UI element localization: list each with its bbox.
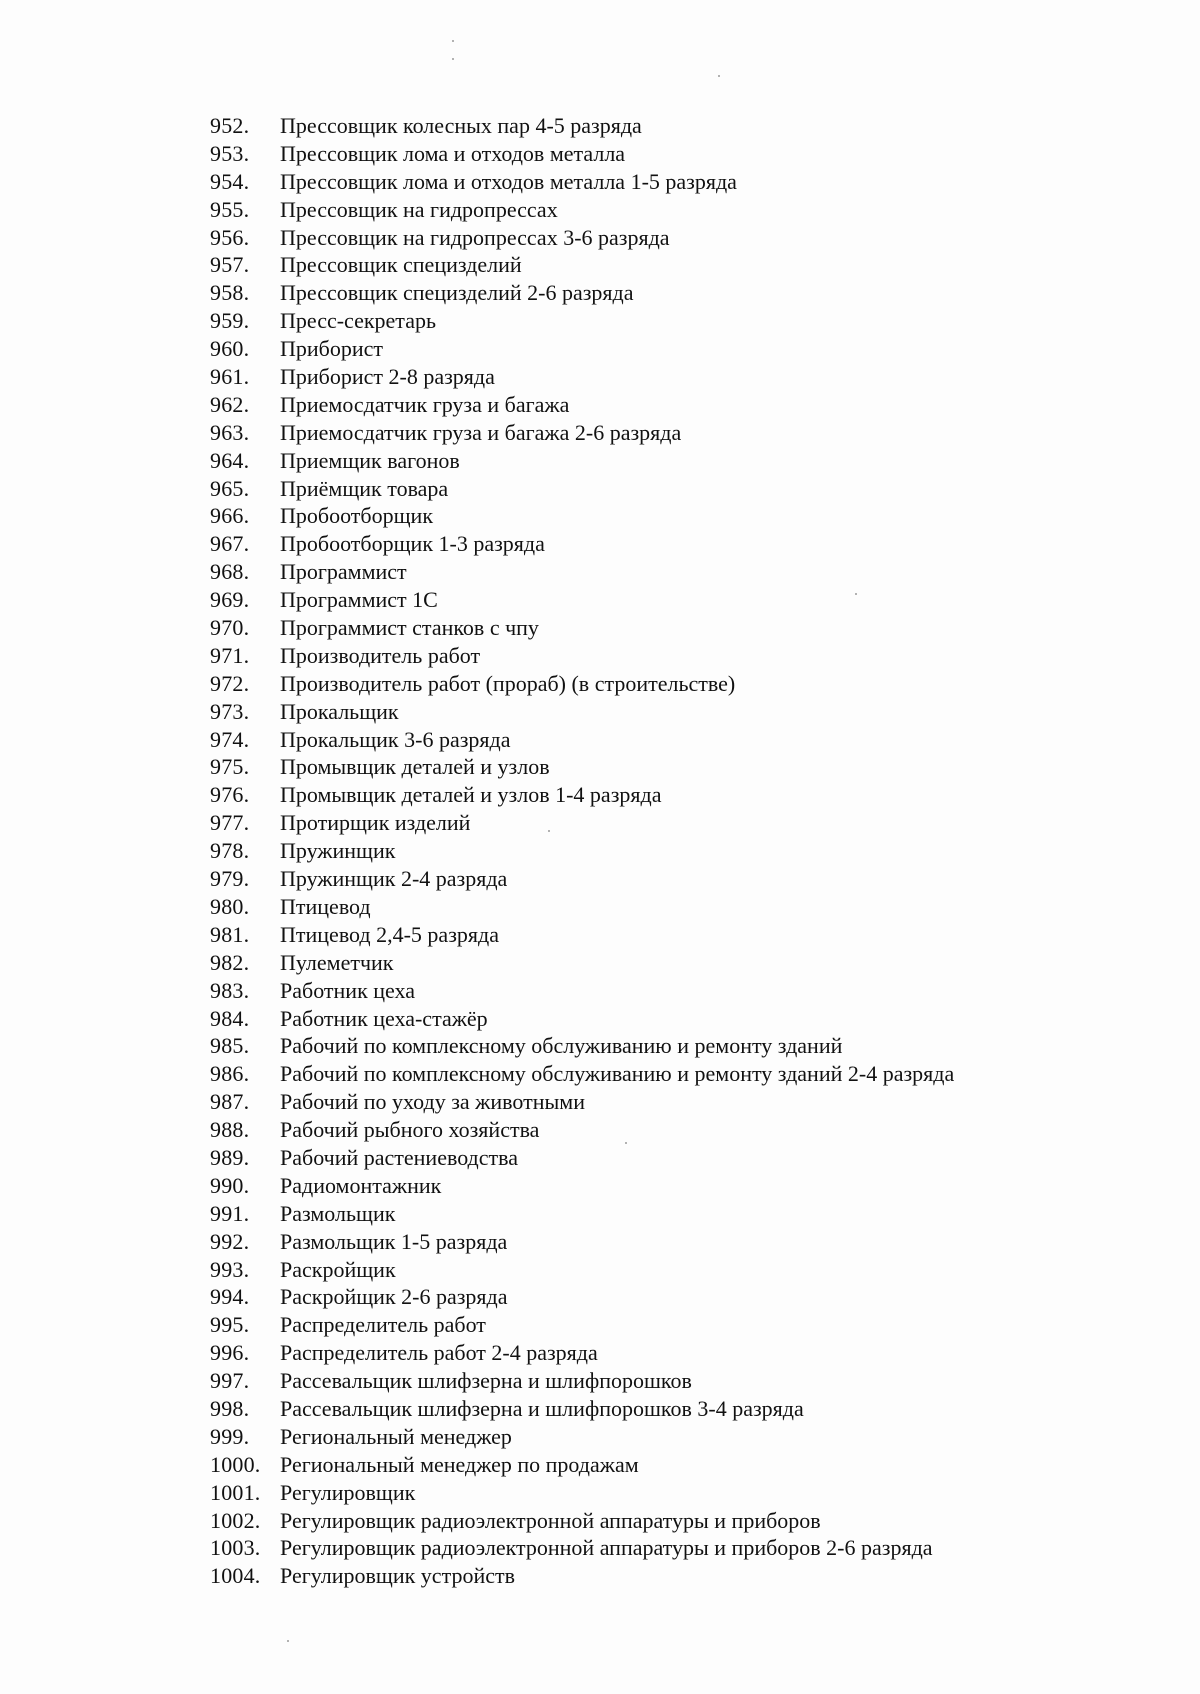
list-item xyxy=(210,1451,1170,1479)
scan-speck xyxy=(625,1142,627,1144)
item-title: Раскройщик 2-6 разряда xyxy=(280,1284,508,1310)
item-number: 962. xyxy=(210,391,250,417)
item-title: Приборист 2-8 разряда xyxy=(280,364,495,390)
item-number: 988. xyxy=(210,1117,250,1143)
item-number: 987. xyxy=(210,1089,250,1115)
item-title: Производитель работ xyxy=(280,642,481,668)
list-item xyxy=(210,753,1170,781)
item-number: 974. xyxy=(210,726,250,752)
scan-speck xyxy=(452,58,454,60)
list-item xyxy=(210,1534,1170,1562)
item-number: 986. xyxy=(210,1061,250,1087)
item-number: 980. xyxy=(210,893,250,919)
item-number: 996. xyxy=(210,1340,250,1366)
item-title: Регулировщик устройств xyxy=(280,1563,515,1589)
item-number: 963. xyxy=(210,419,250,445)
list-item xyxy=(210,1032,1170,1060)
list-item xyxy=(210,251,1170,279)
item-number: 979. xyxy=(210,866,250,892)
item-number: 997. xyxy=(210,1368,250,1394)
item-title: Птицевод xyxy=(280,893,371,919)
item-number: 967. xyxy=(210,531,250,557)
scan-speck xyxy=(548,830,550,832)
list-item xyxy=(210,279,1170,307)
item-number: 952. xyxy=(210,113,250,138)
item-number: 991. xyxy=(210,1200,250,1226)
item-title: Пружинщик xyxy=(280,838,396,864)
list-item xyxy=(210,1507,1170,1535)
item-title: Прессовщик на гидропрессах 3-6 разряда xyxy=(280,224,670,250)
item-number: 981. xyxy=(210,921,250,947)
item-title: Прокальщик xyxy=(280,698,399,724)
item-title: Размольщик xyxy=(280,1200,396,1226)
item-number: 982. xyxy=(210,949,250,975)
item-title: Региональный менеджер xyxy=(280,1423,512,1449)
item-title: Распределитель работ 2-4 разряда xyxy=(280,1340,598,1366)
item-title: Пробоотборщик xyxy=(280,503,434,529)
item-title: Прессовщик лома и отходов металла 1-5 разряда xyxy=(280,168,737,194)
item-title: Рассевальщик шлифзерна и шлифпорошков xyxy=(280,1368,692,1394)
item-title: Рабочий по уходу за животными xyxy=(280,1089,585,1115)
item-title: Прессовщик специзделий 2-6 разряда xyxy=(280,280,634,306)
list-item xyxy=(210,475,1170,503)
item-number: 969. xyxy=(210,587,250,613)
item-title: Размольщик 1-5 разряда xyxy=(280,1228,508,1254)
item-title: Программист станков с чпу xyxy=(280,615,539,641)
list-item xyxy=(210,447,1170,475)
item-title: Радиомонтажник xyxy=(280,1172,442,1198)
item-title: Пробоотборщик 1-3 разряда xyxy=(280,531,545,557)
list-item xyxy=(210,642,1170,670)
item-number: 992. xyxy=(210,1228,250,1254)
list-item xyxy=(210,530,1170,558)
scan-speck xyxy=(452,40,454,42)
item-number: 998. xyxy=(210,1395,250,1421)
item-title: Раскройщик xyxy=(280,1256,396,1282)
item-number: 1001. xyxy=(210,1479,261,1505)
item-number: 954. xyxy=(210,168,250,194)
list-item xyxy=(210,1256,1170,1284)
item-title: Производитель работ (прораб) (в строительстве) xyxy=(280,670,736,696)
item-title: Пресс-секретарь xyxy=(280,308,436,334)
item-number: 1004. xyxy=(210,1563,261,1589)
item-number: 958. xyxy=(210,280,250,306)
item-number: 1000. xyxy=(210,1451,261,1477)
list-item xyxy=(210,558,1170,586)
list-item xyxy=(210,196,1170,224)
item-number: 968. xyxy=(210,559,250,585)
list-item xyxy=(210,865,1170,893)
list-item xyxy=(210,1088,1170,1116)
list-item xyxy=(210,698,1170,726)
item-title: Работник цеха-стажёр xyxy=(280,1005,488,1031)
list-item xyxy=(210,1479,1170,1507)
item-number: 953. xyxy=(210,140,250,166)
list-item xyxy=(210,837,1170,865)
list-item xyxy=(210,977,1170,1005)
list-item xyxy=(210,1562,1170,1590)
list-item xyxy=(210,1200,1170,1228)
item-title: Приёмщик товара xyxy=(280,475,449,501)
item-number: 994. xyxy=(210,1284,250,1310)
item-title: Работник цеха xyxy=(280,977,415,1003)
list-item xyxy=(210,335,1170,363)
item-title: Приборист xyxy=(280,336,384,362)
item-title: Пружинщик 2-4 разряда xyxy=(280,866,508,892)
item-title: Распределитель работ xyxy=(280,1312,486,1338)
scan-speck xyxy=(718,75,720,77)
item-number: 955. xyxy=(210,196,250,222)
list-item xyxy=(210,1395,1170,1423)
item-number: 975. xyxy=(210,754,250,780)
list-item xyxy=(210,1172,1170,1200)
item-title: Программист 1С xyxy=(280,587,438,613)
list-item xyxy=(210,809,1170,837)
list-item xyxy=(210,670,1170,698)
item-number: 993. xyxy=(210,1256,250,1282)
item-title: Регулировщик радиоэлектронной аппаратуры и приборов xyxy=(280,1507,821,1533)
list-item xyxy=(210,1311,1170,1339)
item-title: Протирщик изделий xyxy=(280,810,471,836)
item-title: Приемосдатчик груза и багажа 2-6 разряда xyxy=(280,419,682,445)
item-number: 960. xyxy=(210,336,250,362)
item-number: 1002. xyxy=(210,1507,261,1533)
item-number: 999. xyxy=(210,1423,250,1449)
item-number: 965. xyxy=(210,475,250,501)
item-title: Регулировщик xyxy=(280,1479,416,1505)
list-item xyxy=(210,726,1170,754)
list-item xyxy=(210,419,1170,447)
list-item xyxy=(210,921,1170,949)
list-item xyxy=(210,502,1170,530)
item-title: Птицевод 2,4-5 разряда xyxy=(280,921,499,947)
list-item xyxy=(210,1144,1170,1172)
item-title: Промывщик деталей и узлов xyxy=(280,754,550,780)
list-item xyxy=(210,391,1170,419)
item-title: Рабочий по комплексному обслуживанию и ремонту зданий xyxy=(280,1033,843,1059)
item-title: Прессовщик специзделий xyxy=(280,252,522,278)
item-title: Регулировщик радиоэлектронной аппаратуры и приборов 2-6 разряда xyxy=(280,1535,933,1561)
list-item xyxy=(210,949,1170,977)
list-item xyxy=(210,363,1170,391)
item-number: 964. xyxy=(210,447,250,473)
item-number: 970. xyxy=(210,615,250,641)
list-item xyxy=(210,224,1170,252)
item-number: 971. xyxy=(210,642,250,668)
item-number: 973. xyxy=(210,698,250,724)
item-title: Приемосдатчик груза и багажа xyxy=(280,391,570,417)
item-number: 977. xyxy=(210,810,250,836)
scan-speck xyxy=(287,1640,289,1642)
item-number: 956. xyxy=(210,224,250,250)
item-title: Прессовщик на гидропрессах xyxy=(280,196,558,222)
item-number: 1003. xyxy=(210,1535,261,1561)
list-item xyxy=(210,614,1170,642)
list-item xyxy=(210,1116,1170,1144)
item-number: 972. xyxy=(210,670,250,696)
item-number: 983. xyxy=(210,977,250,1003)
item-title: Промывщик деталей и узлов 1-4 разряда xyxy=(280,782,662,808)
item-number: 990. xyxy=(210,1172,250,1198)
list-item xyxy=(210,1228,1170,1256)
item-title: Рабочий растениеводства xyxy=(280,1144,518,1170)
list-item xyxy=(210,168,1170,196)
item-number: 961. xyxy=(210,364,250,390)
item-number: 989. xyxy=(210,1144,250,1170)
item-title: Рабочий по комплексному обслуживанию и ремонту зданий 2-4 разряда xyxy=(280,1061,955,1087)
item-title: Региональный менеджер по продажам xyxy=(280,1451,639,1477)
item-title: Пулеметчик xyxy=(280,949,394,975)
item-number: 957. xyxy=(210,252,250,278)
item-number: 995. xyxy=(210,1312,250,1338)
list-item xyxy=(210,586,1170,614)
item-number: 976. xyxy=(210,782,250,808)
item-title: Рассевальщик шлифзерна и шлифпорошков 3-4 разряда xyxy=(280,1395,804,1421)
item-number: 985. xyxy=(210,1033,250,1059)
item-number: 978. xyxy=(210,838,250,864)
list-item xyxy=(210,140,1170,168)
list-item xyxy=(210,1283,1170,1311)
item-number: 966. xyxy=(210,503,250,529)
scan-speck xyxy=(855,593,857,595)
item-title: Прокальщик 3-6 разряда xyxy=(280,726,511,752)
list-item xyxy=(210,307,1170,335)
profession-list xyxy=(210,112,1170,1590)
item-title: Прессовщик колесных пар 4-5 разряда xyxy=(280,113,642,138)
item-title: Рабочий рыбного хозяйства xyxy=(280,1117,540,1143)
item-number: 959. xyxy=(210,308,250,334)
list-item xyxy=(210,1339,1170,1367)
list-item xyxy=(210,893,1170,921)
list-item xyxy=(210,112,1170,140)
list-item xyxy=(210,1423,1170,1451)
list-item xyxy=(210,1367,1170,1395)
item-title: Приемщик вагонов xyxy=(280,447,460,473)
list-item xyxy=(210,781,1170,809)
item-title: Программист xyxy=(280,559,407,585)
list-item xyxy=(210,1005,1170,1033)
item-number: 984. xyxy=(210,1005,250,1031)
list-item xyxy=(210,1060,1170,1088)
item-title: Прессовщик лома и отходов металла xyxy=(280,140,626,166)
